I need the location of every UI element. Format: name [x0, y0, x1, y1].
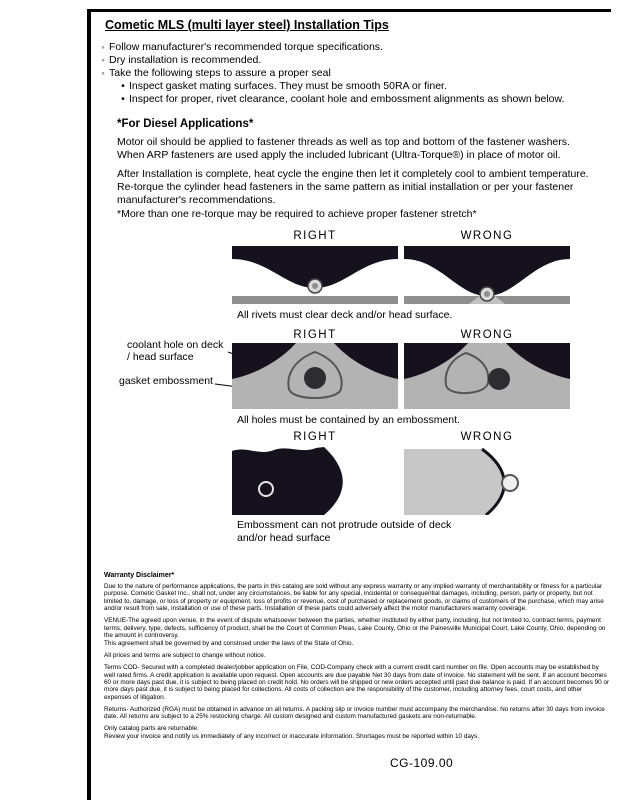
list-item	[97, 67, 602, 80]
right-label-row2: RIGHT	[293, 329, 337, 341]
protrusion-wrong-diagram	[404, 445, 570, 515]
tip-text: Inspect gasket mating surfaces. They must be smooth 50RA or finer.	[129, 80, 447, 92]
disclaimer-paragraph: Returns- Authorized (RGA) must be obtained in advance on all returns. A packing slip or invoice number must accompany the merchandise. No returns after 30 days from invoice date. All returns are subject to a 25% restocking charge. All custom designed and custom manufactured gaskets are non-returnable.	[104, 705, 605, 721]
list-item	[97, 54, 602, 67]
right-label-row3: RIGHT	[293, 431, 337, 443]
disclaimer-heading: Warranty Disclaimer*	[104, 572, 175, 579]
filled-bullet-icon: •	[121, 93, 125, 105]
tip-text: Dry installation is recommended.	[109, 54, 262, 66]
disclaimer-paragraph: Terms COD- Secured with a completed dealer/jobber application on File, COD-Company check with a current credit card number on file. Open accounts may be established by well rated firms. A credit application is available upon request. Open accounts are due payable Net 30 days from date of invoice. No statement will be sent. If an account becomes 60 or more days past due, it is subject to being placed on credit hold. No orders will be shipped or new orders accepted until past due balance is paid. If an account becomes 90 or more days past due, it is subject to being placed for collections. All costs of collection are the responsibility of the customer, including attorney fees, court costs, and other expenses of litigation.	[104, 664, 610, 701]
wrong-label-row2: WRONG	[460, 329, 514, 341]
open-bullet-icon: ◦	[101, 55, 105, 65]
open-bullet-icon: ◦	[101, 68, 105, 78]
disclaimer-paragraph: Only catalog parts are returnable.	[104, 725, 199, 732]
tip-text: Take the following steps to assure a proper seal	[109, 67, 331, 79]
page-title: Cometic MLS (multi layer steel) Installation Tips	[105, 18, 389, 32]
page-number: CG-109.00	[390, 756, 454, 770]
tip-text: Inspect for proper, rivet clearance, coolant hole and embossment alignments as shown below.	[129, 93, 565, 105]
gasket-embossment-label: gasket embossment	[119, 375, 213, 387]
diesel-paragraph-2: After Installation is complete, heat cycle the engine then let it completely cool to ambient temperature. Re-torque the cylinder head fasteners in the same pattern as initial installation or per your fastener manufacturer's recommendations.	[117, 168, 589, 206]
disclaimer-paragraph: This agreement shall be governed by and construed under the laws of the State of Ohio.	[104, 640, 354, 648]
disclaimer-paragraph: VENUE-The agreed upon venue, in the event of dispute whatsoever between the parties, whether instituted by either party, including, but not limited to, contract terms, payment terms, delivery, type, defects, sufficiency of product, shall be the Court of Common Pleas, Lake County, Ohio or the Painesville Municipal Court, Lake County, Ohio, depending on the amount in controversy.	[104, 617, 606, 639]
warranty-disclaimer	[104, 572, 610, 745]
list-item	[97, 41, 602, 54]
wrong-label-row1: WRONG	[460, 230, 514, 242]
disclaimer-paragraph: Due to the nature of performance applications, the parts in this catalog are sold without any express warranty or any implied warranty of merchantability or fitness for a particular purpose. Cometic Gasket Inc., shall not, under any circumstances, be liable for any special, incidental or consequential damages, including, person, party or property, but not limited to, damage, or loss of property or equipment, loss of profits or revenue, cost of purchased or replacement goods, or claims of customers of the purchase, which may arise and/or result from sale, installation or use of these parts. Installation of these parts could adversely affect the motor manufacturers warranty coverage.	[104, 583, 604, 613]
filled-bullet-icon: •	[121, 80, 125, 92]
list-item	[117, 93, 602, 106]
right-label-row1: RIGHT	[293, 230, 337, 242]
embossment-right-diagram	[232, 343, 398, 409]
embossment-wrong-diagram	[404, 343, 570, 409]
disclaimer-paragraph: All prices and terms are subject to change without notice.	[104, 652, 266, 660]
row2-caption: All holes must be contained by an embossment.	[237, 414, 460, 426]
protrusion-right-diagram	[232, 445, 398, 515]
list-item	[117, 80, 602, 93]
open-bullet-icon: ◦	[101, 42, 105, 52]
tip-text: Follow manufacturer's recommended torque specifications.	[109, 41, 383, 53]
tips-list	[97, 41, 602, 106]
rivet-right-diagram	[232, 246, 398, 304]
diesel-heading: *For Diesel Applications*	[117, 118, 254, 130]
disclaimer-paragraph: Review your invoice and notify us immediately of any incorrect or inaccurate information. Shortages must be reported within 10 days.	[104, 733, 480, 741]
row3-caption: Embossment can not protrude outside of deck and/or head surface	[237, 519, 452, 544]
row1-caption: All rivets must clear deck and/or head surface.	[237, 309, 453, 321]
rivet-wrong-diagram	[404, 246, 570, 304]
coolant-hole-label: coolant hole on deck / head surface	[127, 339, 224, 363]
retorque-note: *More than one re-torque may be required to achieve proper fastener stretch*	[117, 208, 477, 220]
diesel-paragraph-1: Motor oil should be applied to fastener threads as well as top and bottom of the fastener washers. When ARP fasteners are used apply the included lubricant (Ultra-Torque®) in place of motor oil.	[117, 136, 570, 161]
wrong-label-row3: WRONG	[460, 431, 514, 443]
